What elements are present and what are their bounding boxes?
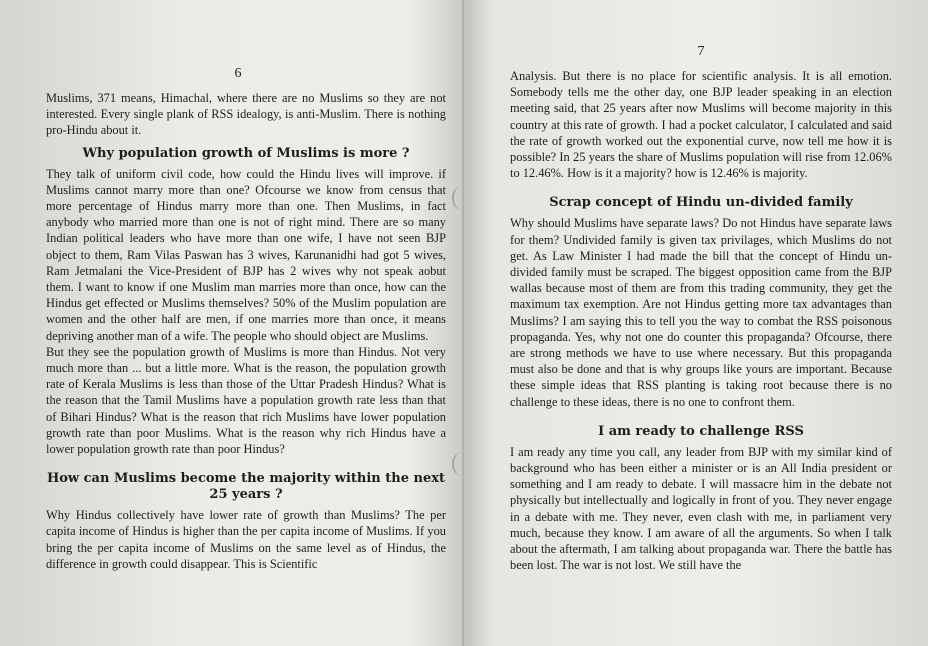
paragraph: Why Hindus collectively have lower rate of growth than Muslims? The per capita income of Hindus is higher than the per capita income of Muslims. If you bring the per capita income of Muslims on the same level as of Hindus, the difference in growth could disappear. This is Scientific xyxy=(46,508,446,571)
right-page xyxy=(464,0,928,646)
left-page xyxy=(0,0,462,646)
paragraph: I am ready any time you call, any leader from BJP with my similar kind of background who has been either a minister or is an All India president or something and I am ready to debate. I will massacre him in the debate not physically but intellectually and logically in front of you. They never engage in a debate with me. They never, even clash with me, in parliament very much, because they know. I am aware of all the arguments. So when I talk about the aftermath, I am talking about propaganda war. There the battle has been lost. The war is not lost. We still have the xyxy=(510,444,892,573)
paragraph: Muslims, 371 means, Himachal, where there are no Muslims so they are not interested. Every single plank of RSS idealogy, is anti-Muslim. There is nothing pro-Hindu about it. xyxy=(46,91,446,138)
paragraph: They talk of uniform civil code, how could the Hindu lives will improve. if Muslims cannot marry more than one? Ofcourse we know from census that more percentage of Hindus marry more than one. Then Muslims, in fact anybody who married more than one is not of right mind. There are so many Indian political leaders who have more than one wife, I have not seen BJP object to them, Ram Vilas Paswan has 3 wives, Karunanidhi had got 5 wives, Ram Jetmalani the Vice-President of BJP has 2 wives why not speak aobut them. I want to know if one Muslim man marries more than once, how can the Hindus get effected or Muslims themselves? 50% of the Muslim population are women and the other half are men, if one marries more than once, it means depriving another man of a wife. The people who should object are Muslims. xyxy=(46,166,446,343)
page-number: 6 xyxy=(234,66,242,81)
paragraph: But they see the population growth of Muslims is more than Hindus. Not very much more than ... but a little more. What is the reason, the population growth rate of Kerala Muslims is less than those of the Uttar Pradesh Hindus? What is the reason that the Tamil Muslims have a population growth rate less than that of Bihari Hindus? What is the reason that rich Muslims have lower population growth rate than poor Muslims. What is the reason why rich Hindus have a lower population growth rate than poor Hindus? xyxy=(46,344,446,457)
section-heading: Scrap concept of Hindu un-divided family xyxy=(549,195,853,211)
section-heading: Why population growth of Muslims is more ? xyxy=(82,145,410,161)
section-heading: I am ready to challenge RSS xyxy=(598,423,804,439)
page-number: 7 xyxy=(697,44,705,59)
paragraph: Why should Muslims have separate laws? Do not Hindus have separate laws for them? Undivided family is given tax privilages, which Muslims do not get. As Law Minister I had made the bill that the concept of Hindu un-divided family must be scraped. The biggest opposition came from the BJP wallas because most of them are from this trading community, they get the maximum tax exemption. Are not Hindus getting more tax advantages than Muslims? I am saying this to tell you the way to combat the RSS poisonous propaganda. Yes, why not one do counter this propaganda? Ofcourse, there are strong methods we have to use where necessary. But this propaganda must also be done and that is why groups like yours are important. Because these simple ideas that RSS planting is taking root because there is no challenge to these ideas, there is no one to confront them. xyxy=(510,216,892,409)
section-heading: How can Muslims become the majority within the next 25 years ? xyxy=(46,471,446,503)
paragraph: Analysis. But there is no place for scientific analysis. It is all emotion. Somebody tells me the other day, one BJP leader speaking in an election meeting said, that 25 years after now Muslims will become majority in this country at this rate of growth. I had a pocket calculator, I calculated and said the rate of growth worked out the exponential curve, now tell me how it is possible? In 25 years the share of Muslims population will rise from 12.06% to 12.46%. How is it a majority? how is 12.46% is majority. xyxy=(510,69,892,181)
